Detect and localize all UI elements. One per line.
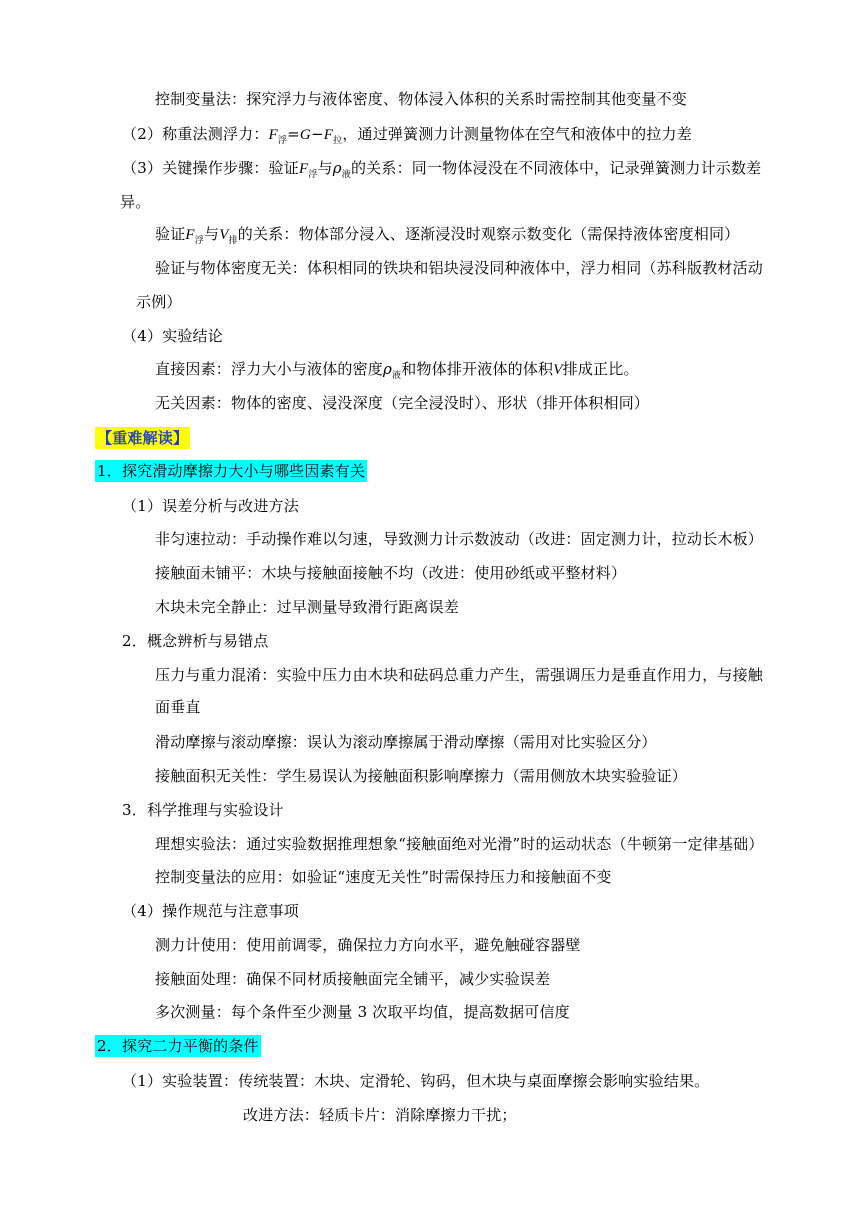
subscript: 排 (228, 236, 238, 246)
text-line: 测力计使用：使用前调零，确保拉力方向水平，避免触碰容器壁 (155, 936, 581, 954)
text-segment: 直接因素：浮力大小与液体的密度 (155, 360, 384, 378)
subscript: 浮 (308, 170, 318, 180)
text-line: 异。 (120, 193, 151, 211)
text-segment: 的关系：物体部分浸入、逐渐浸没时观察示数变化（需保持液体密度相同） (237, 225, 740, 243)
heading-highlight (95, 428, 190, 448)
text-line: 木块未完全静止：过早测量导致滑行距离误差 (155, 598, 460, 616)
symbol-G: G (299, 127, 311, 143)
symbol-F: F (268, 127, 278, 143)
symbol-V: V (219, 227, 229, 243)
text-segment: （3）关键操作步骤：验证 (122, 159, 299, 177)
text-segment: 验证 (155, 225, 186, 243)
text-line: 接触面积无关性：学生易误认为接触面积影响摩擦力（需用侧放木块实验验证） (155, 767, 688, 785)
text-line: 面垂直 (155, 698, 201, 716)
subscript: 液 (392, 371, 402, 381)
subscript: 浮 (277, 136, 288, 146)
symbol-equals: = (287, 125, 300, 143)
text-line: 示例） (136, 293, 182, 311)
text-line: 验证与物体密度无关：体积相同的铁块和铝块浸没同种液体中，浮力相同（苏科版教材活动 (155, 259, 764, 277)
subscript: 浮 (194, 236, 204, 246)
section-title-text: 1．探究滑动摩擦力大小与哪些因素有关 (97, 462, 366, 480)
symbol-F: F (185, 227, 195, 243)
subscript: 液 (341, 170, 351, 180)
section-title-balance (95, 1036, 261, 1056)
text-line: 控制变量法的应用：如验证“速度无关性”时需保持压力和接触面不变 (155, 868, 612, 886)
symbol-minus: − (310, 125, 324, 143)
symbol-F: F (298, 161, 309, 177)
text-line: 理想实验法：通过实验数据推理想象“接触面绝对光滑”时的运动状态（牛顿第一定律基础） (155, 835, 764, 853)
text-line: 2．概念辨析与易错点 (122, 632, 269, 650)
section-title-friction (95, 461, 367, 481)
text-line-verify-volume (155, 224, 739, 251)
text-segment: 与 (317, 159, 333, 177)
symbol-rho: ρ (383, 360, 393, 378)
text-segment: 与 (203, 225, 220, 243)
text-line: 无关因素：物体的密度、浸没深度（完全浸没时）、形状（排开体积相同） (155, 394, 650, 412)
text-line: 非匀速拉动：手动操作难以匀速，导致测力计示数波动（改进：固定测力计，拉动长木板） (155, 530, 764, 548)
section-title-text: 2．探究二力平衡的条件 (97, 1037, 259, 1055)
text-line: （1）实验装置：传统装置：木块、定滑轮、钩码，但木块与桌面摩擦会影响实验结果。 (122, 1072, 710, 1090)
text-line: （4）操作规范与注意事项 (122, 902, 299, 920)
text-segment: 的关系：同一物体浸没在不同液体中，记录弹簧测力计示数差 (350, 159, 762, 177)
heading-key-points: 【重难解读】 (97, 429, 189, 447)
text-line-weighing-method (122, 124, 692, 151)
text-segment: 和物体排开液体的体积 (401, 360, 554, 378)
text-line-direct-factors (155, 359, 639, 386)
text-line: 3．科学推理与实验设计 (122, 801, 284, 819)
text-line: 滑动摩擦与滚动摩擦：误认为滚动摩擦属于滑动摩擦（需用对比实验区分） (155, 733, 657, 751)
text-line: 控制变量法：探究浮力与液体密度、物体浸入体积的关系时需控制其他变量不变 (155, 90, 688, 108)
text-line: 压力与重力混淆：实验中压力由木块和砝码总重力产生，需强调压力是垂直作用力，与接触 (155, 666, 764, 684)
symbol-F: F (323, 127, 334, 143)
text-line-key-steps (122, 158, 761, 185)
text-line: 接触面处理：确保不同材质接触面完全铺平，减少实验误差 (155, 970, 551, 988)
text-segment: 排成正比。 (562, 360, 639, 378)
symbol-rho: ρ (332, 159, 342, 177)
text-segment: ，通过弹簧测力计测量物体在空气和液体中的拉力差 (342, 125, 692, 143)
subscript: 拉 (333, 136, 343, 146)
symbol-V: V (553, 362, 563, 378)
text-line: （4）实验结论 (122, 327, 223, 345)
text-line: （1）误差分析与改进方法 (122, 497, 299, 515)
text-line: 接触面未铺平：木块与接触面接触不均（改进：使用砂纸或平整材料） (155, 564, 627, 582)
text-line: 多次测量：每个条件至少测量 3 次取平均值，提高数据可信度 (155, 1003, 570, 1021)
text-segment: （2）称重法测浮力： (122, 125, 269, 143)
text-line: 改进方法：轻质卡片：消除摩擦力干扰； (243, 1106, 517, 1124)
